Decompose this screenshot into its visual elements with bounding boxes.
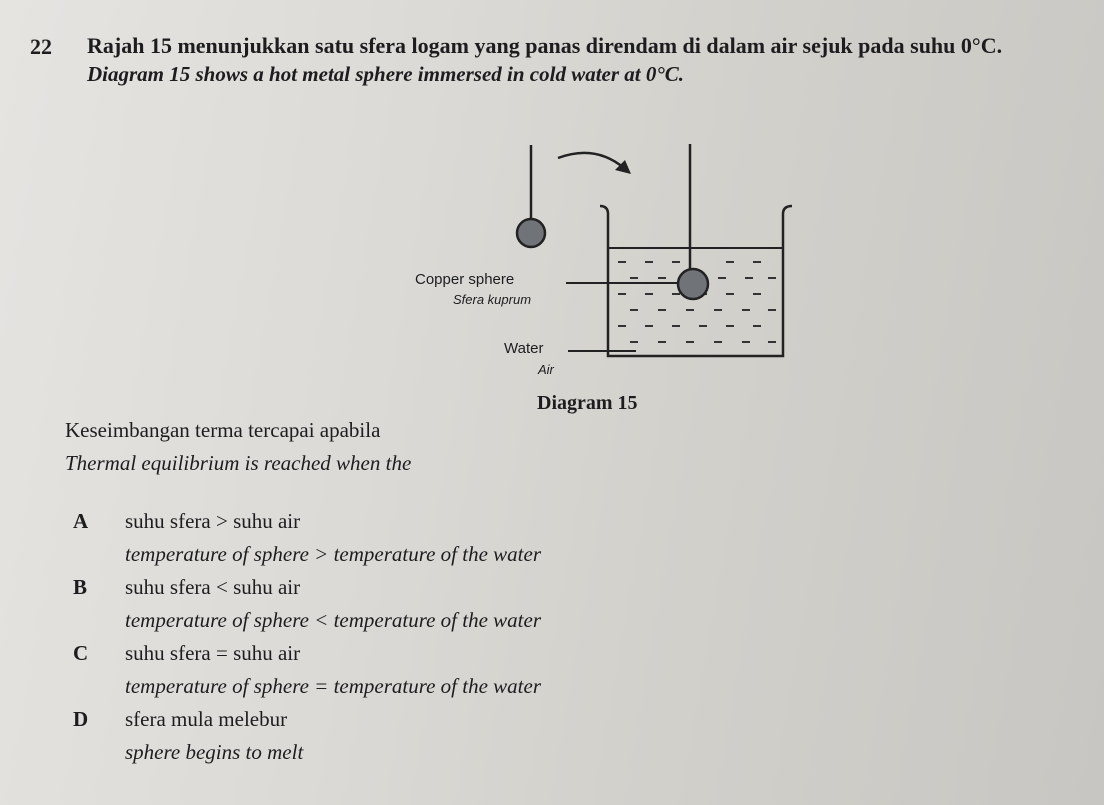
- stem-english: Thermal equilibrium is reached when the: [65, 451, 412, 475]
- diagram-caption: Diagram 15: [537, 392, 638, 414]
- option-d[interactable]: [73, 707, 773, 767]
- option-b-letter: B: [73, 575, 88, 599]
- option-d-english: sphere begins to melt: [125, 740, 304, 764]
- option-c-malay: suhu sfera = suhu air: [125, 641, 301, 665]
- label-water: Water: [504, 340, 544, 357]
- copper-sphere-immersed-icon: [678, 269, 708, 299]
- option-b-english: temperature of sphere < temperature of the water: [125, 608, 542, 632]
- label-air: Air: [538, 362, 554, 377]
- option-c[interactable]: [73, 641, 773, 701]
- option-d-letter: D: [73, 707, 89, 731]
- option-c-english: temperature of sphere = temperature of the water: [125, 674, 542, 698]
- copper-sphere-before-icon: [517, 219, 545, 247]
- option-c-letter: C: [73, 641, 89, 665]
- diagram-15: [400, 130, 800, 420]
- option-a-english: temperature of sphere > temperature of the water: [125, 542, 542, 566]
- question-number: 22: [30, 34, 52, 59]
- label-sfera-kuprum: Sfera kuprum: [453, 292, 532, 307]
- stem-malay: Keseimbangan terma tercapai apabila: [65, 418, 381, 442]
- option-d-malay: sfera mula melebur: [125, 707, 288, 731]
- question-text-malay: Rajah 15 menunjukkan satu sfera logam yang panas direndam di dalam air sejuk pada suhu 0°C.: [87, 33, 1003, 58]
- option-a-letter: A: [73, 509, 89, 533]
- arrow-curve: [558, 153, 624, 168]
- option-b[interactable]: [73, 575, 773, 635]
- question-text-english: Diagram 15 shows a hot metal sphere immersed in cold water at 0°C.: [87, 62, 685, 86]
- option-a[interactable]: [73, 509, 773, 569]
- option-a-malay: suhu sfera > suhu air: [125, 509, 301, 533]
- option-b-malay: suhu sfera < suhu air: [125, 575, 301, 599]
- label-copper-sphere: Copper sphere: [415, 271, 515, 288]
